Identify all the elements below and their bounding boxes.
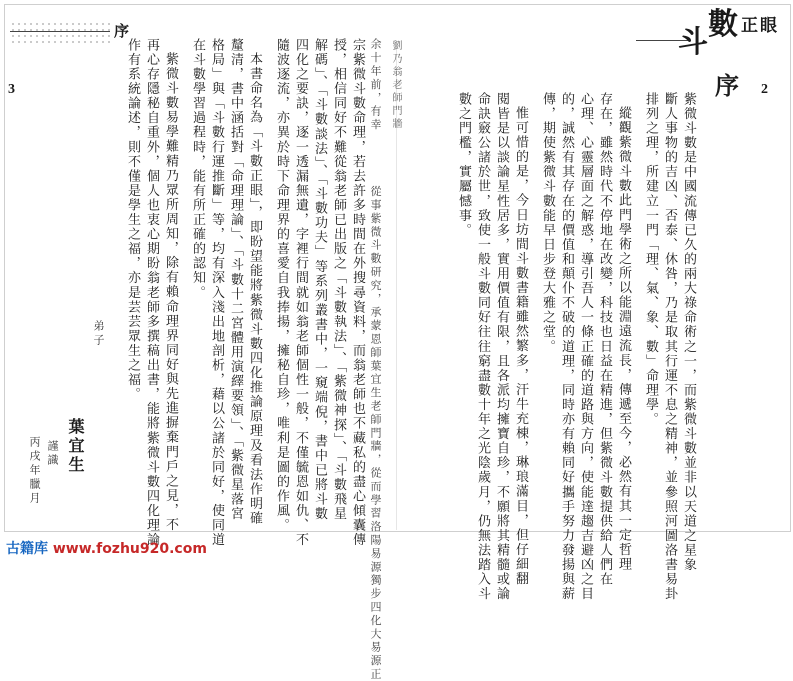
header-rule: [10, 31, 110, 32]
right-column-10: 閱皆是以談論星性居多，實用價值有限，且各派均擁寶自珍，不願將其精髓或論: [494, 92, 509, 602]
left-running-header: [10, 19, 130, 43]
left-column-11: 紫微斗數易學難精乃眾所周知，除有賴命理界同好與先進摒棄門戶之見，不: [163, 52, 178, 533]
right-column-12: 數之門檻，實屬憾事。: [456, 92, 471, 238]
logo-char-shu: 數: [708, 7, 738, 42]
logo-char-yan: 眼: [760, 16, 777, 36]
chapter-heading: 序: [715, 71, 741, 100]
site-watermark: [6, 538, 207, 558]
signature-dedication: 劉乃翁老師門牆: [390, 40, 401, 131]
site-domain: www.fozhu920.com: [52, 541, 207, 557]
right-column-6: 心理、心靈層面之解惑，導引吾人一條正確的道路與方向，使能達趨吉避凶之目: [578, 92, 593, 602]
right-column-11: 命訣竅公諸於世，致使一般斗數同好往往窮盡數十年之光陰歲月，仍無法踏入斗: [475, 92, 490, 602]
right-column-4: 縱觀紫微斗數此門學術之所以能淵遠流長，傳遞至今，必然有其一定哲理: [616, 106, 631, 572]
logo-char-zheng: 正: [741, 16, 758, 36]
site-name: 古籍库: [6, 541, 48, 557]
right-column-5: 存在，雖然時代不停地在改變，科技也日益在精進，但紫微斗數提供給人們在: [597, 92, 612, 587]
right-column-7: 的，誠然有其存在的價值和顛仆不破的道理，同時亦有賴同好攜手努力發揚與薪: [559, 92, 574, 602]
left-header-title: 序: [114, 22, 130, 40]
header-dot-pattern: [10, 21, 110, 43]
page-number-left: 3: [8, 82, 15, 97]
signature-date: 丙戌年臘月: [28, 436, 41, 506]
left-column-10: 在斗數學習過程時，能有所正確的認知。: [190, 38, 205, 300]
left-column-13: 作有系統論述，則不僅是學生之福，亦是芸芸眾生之福。: [125, 38, 140, 402]
right-column-2: 斷人事物的吉凶、否泰、休咎，乃是取其行運不息之精神，並參照河圖洛書易卦: [662, 92, 677, 602]
left-column-1: 余十年前，有幸 從事紫微斗數研究，承蒙恩師葉宜生老師門牆，從而學習洛陽易源獨步四化大易源正: [369, 38, 382, 681]
page-number-right: 2: [761, 82, 768, 97]
left-column-8: 釐清，書中涵括對「命理理論」、「斗數十二宮體用演繹要領」、「紫微星落宮: [228, 38, 243, 522]
left-column-2: 宗紫微斗數命理，若去許多時間在外搜尋資料，而翁老師也不藏私的盡心傾囊傳: [350, 38, 365, 548]
left-column-4: 解碼」、「斗數談法」、「斗數功夫」等系列叢書中，一窺端倪，書中已將斗數: [312, 38, 327, 522]
right-column-8: 傳，期使紫微斗數能早日步登大雅之堂。: [540, 92, 555, 354]
right-column-1: 紫微斗數是中國流傳已久的兩大祿命術之一，而紫微斗數並非以天道之星象: [681, 92, 696, 573]
signature-name: 葉宜生: [66, 418, 85, 475]
left-column-12: 再心存隱秘自重外，個人也衷心期盼翁老師多撰稿出書，能將紫微斗數四化理論: [144, 38, 159, 548]
left-column-5: 四化之要訣，逐一透漏無遺，字裡行間就如翁老師個性一般，不僅毓恩如仇、不: [293, 38, 308, 548]
right-column-9: 惟可惜的是，今日坊間斗數書籍雖然繁多，汗牛充棟，琳琅滿目，但仔細翻: [513, 106, 528, 587]
signature-role: 謹識: [46, 440, 59, 468]
left-column-3: 授，相信同好不難從翁老師已出版之「斗數執法」、「紫微神探」、「斗數飛星: [331, 38, 346, 522]
left-column-9: 格局」與「斗數行運推斷」等，均有深入淺出地剖析，藉以公諸於同好，使同道: [209, 38, 224, 548]
signature-student-label: 弟子: [92, 320, 105, 348]
right-column-3: 排列之理，所建立一門「理、氣、象、數」命理學。: [643, 92, 658, 427]
logo-char-dou: 斗: [678, 25, 708, 60]
left-column-6: 隨波逐流，亦異於時下命理界的喜愛自我捧揚，擁秘自珍，唯利是圖的作風。: [274, 38, 289, 533]
left-column-7: 本書命名為「斗數正眼」，即盼望能將紫微斗數四化推論原理及看法作明確: [247, 52, 262, 526]
book-logo: [678, 8, 788, 62]
